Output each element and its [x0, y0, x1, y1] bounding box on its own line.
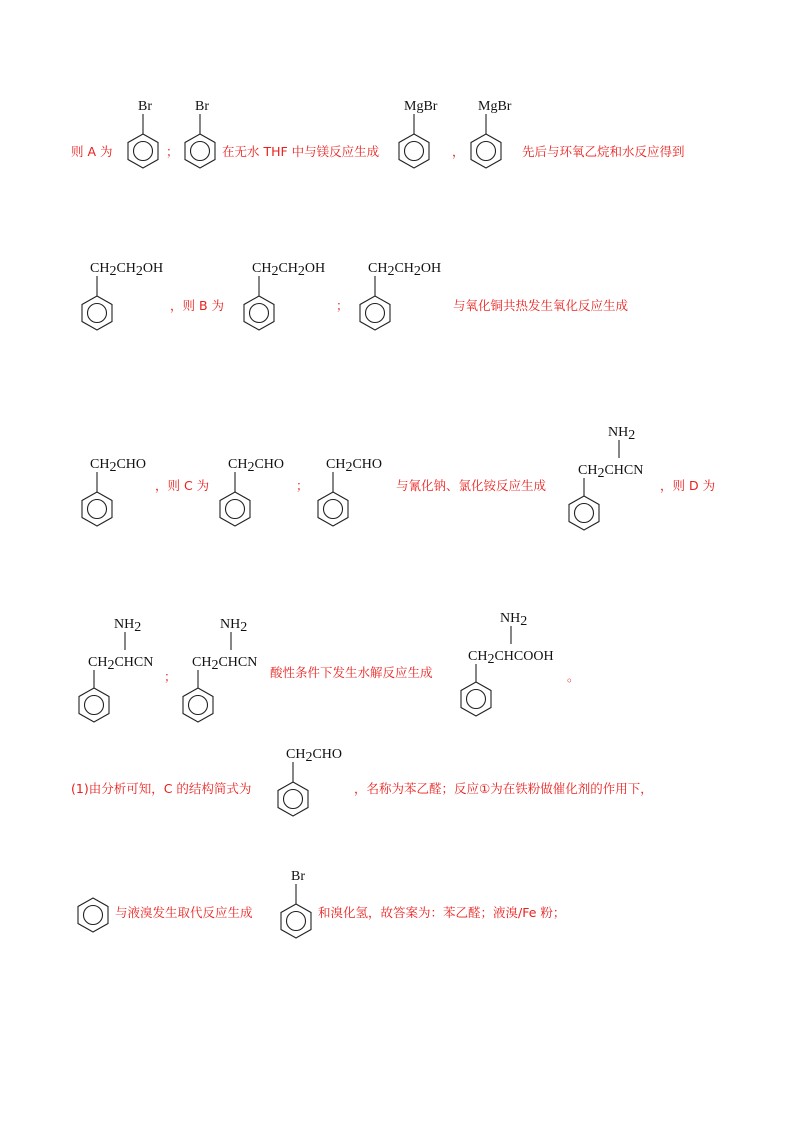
- phenylmagnesium-bromide-structure: [394, 96, 454, 176]
- line2-text-b: ，则 B 为: [170, 298, 225, 313]
- separator: ；: [296, 478, 309, 493]
- phenylmagnesium-bromide-structure: [466, 96, 526, 176]
- phenylacetaldehyde-structure: [272, 742, 362, 822]
- separator: ；: [336, 298, 349, 313]
- line4-period: 。: [567, 669, 580, 684]
- separator: ；: [164, 669, 177, 684]
- phenylethanol-structure: [78, 256, 178, 336]
- svg-text:CH2CH2OH: CH2CH2OH: [90, 261, 164, 279]
- benzene-structure: [74, 894, 114, 938]
- svg-text:MgBr: MgBr: [478, 99, 512, 114]
- svg-text:CH2CH2OH: CH2CH2OH: [368, 261, 442, 279]
- line6-text-end: 和溴化氢，故答案为：苯乙醛；液溴/Fe 粉；: [318, 905, 566, 920]
- line2-text-end: 与氧化铜共热发生氧化反应生成: [453, 298, 629, 313]
- phenylalanine-structure: [454, 606, 594, 721]
- svg-text:NH2: NH2: [220, 617, 248, 635]
- bromobenzene-structure: [126, 96, 166, 176]
- svg-text:CH2CH2OH: CH2CH2OH: [252, 261, 326, 279]
- phenylethanol-structure: [240, 256, 340, 336]
- phenylacetaldehyde-structure: [216, 452, 306, 532]
- separator: ；: [166, 144, 179, 159]
- svg-text:CH2CHO: CH2CHO: [286, 747, 343, 765]
- svg-text:NH2: NH2: [114, 617, 142, 635]
- bromobenzene-structure: [278, 866, 318, 946]
- svg-text:CH2CHCN: CH2CHCN: [88, 655, 154, 673]
- svg-text:CH2CHO: CH2CHO: [228, 457, 285, 475]
- aminonitrile-structure: [562, 420, 672, 535]
- line6-text-mid: 与液溴发生取代反应生成: [115, 905, 253, 920]
- line3-text-d: ，则 D 为: [660, 478, 716, 493]
- svg-text:CH2CHO: CH2CHO: [90, 457, 147, 475]
- svg-text:NH2: NH2: [608, 425, 636, 443]
- phenylethanol-structure: [356, 256, 456, 336]
- phenylacetaldehyde-structure: [314, 452, 404, 532]
- svg-text:NH2: NH2: [500, 611, 528, 629]
- svg-text:CH2CHCOOH: CH2CHCOOH: [468, 649, 554, 667]
- line5-text-start: (1)由分析可知，C 的结构简式为: [71, 781, 252, 796]
- line4-text-mid: 酸性条件下发生水解反应生成: [270, 665, 433, 680]
- comma: ，: [452, 144, 465, 159]
- line5-text-end: ，名称为苯乙醛；反应①为在铁粉做催化剂的作用下，: [354, 781, 653, 796]
- bromobenzene-structure: [184, 96, 224, 176]
- line1-prefix: 则 A 为: [71, 144, 113, 159]
- svg-text:CH2CHO: CH2CHO: [326, 457, 383, 475]
- line3-text-mid: 与氰化钠、氯化铵反应生成: [396, 478, 547, 493]
- line1-text-end: 先后与环氧乙烷和水反应得到: [522, 144, 685, 159]
- svg-text:Br: Br: [291, 869, 305, 884]
- svg-text:Br: Br: [195, 99, 209, 114]
- line3-text-c: ，则 C 为: [155, 478, 210, 493]
- line1-text-mid: 在无水 THF 中与镁反应生成: [222, 144, 380, 159]
- svg-text:CH2CHCN: CH2CHCN: [578, 463, 644, 481]
- svg-text:Br: Br: [138, 99, 152, 114]
- svg-text:MgBr: MgBr: [404, 99, 438, 114]
- svg-text:CH2CHCN: CH2CHCN: [192, 655, 258, 673]
